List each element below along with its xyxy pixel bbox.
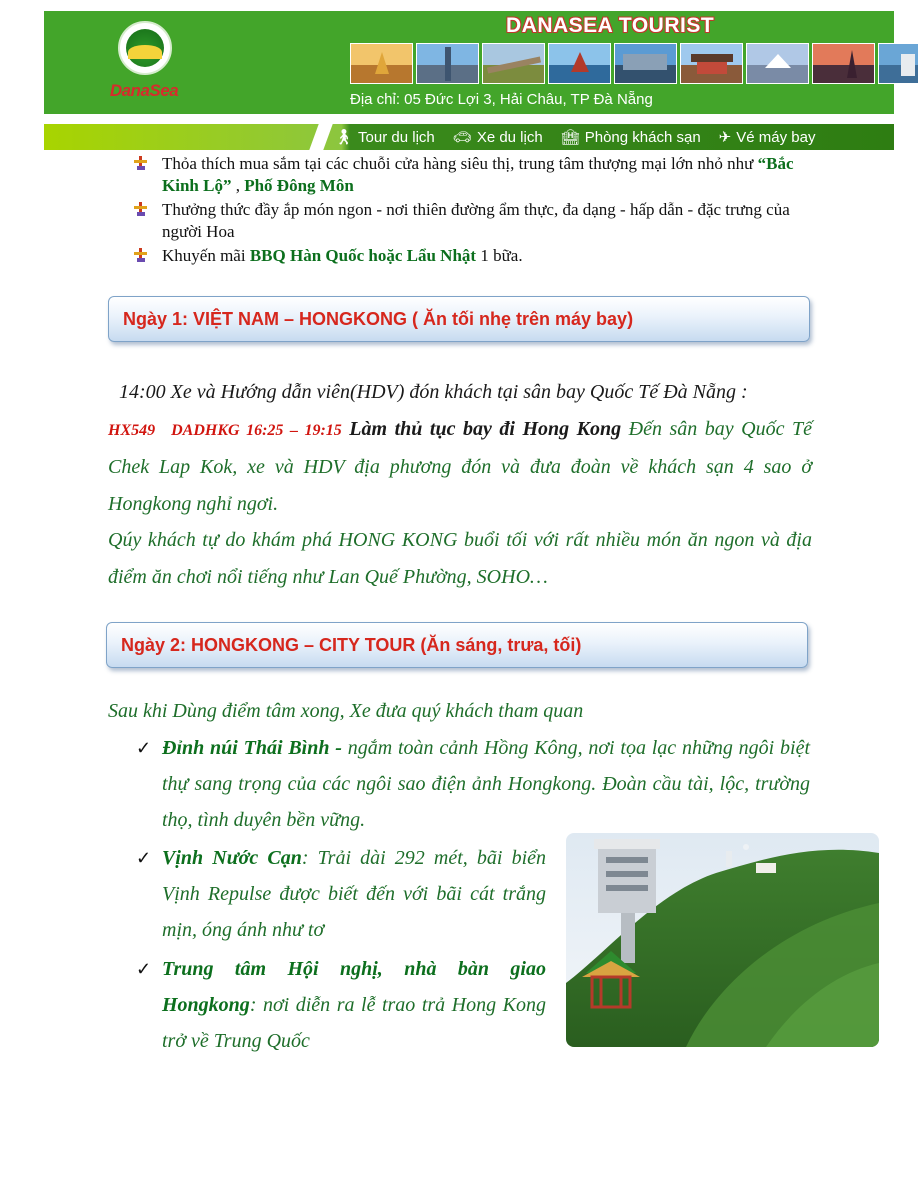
highlight-item: Thưởng thức đầy ắp món ngon - nơi thiên đường ẩm thực, đa dạng - hấp dẫn - đặc trưng của người Hoa (134, 199, 824, 243)
logo-text: DanaSea (109, 81, 179, 100)
nav-car-label: Xe du lịch (476, 128, 543, 146)
car-icon: 🚗︎ (452, 129, 472, 146)
nav-flight-label: Vé máy bay (736, 128, 816, 146)
nav-hotel-label: Phòng khách sạn (584, 128, 701, 146)
tour-highlights (134, 153, 824, 269)
day1-evening: Qúy khách tự do khám phá HONG KONG buổi tối với rất nhiều món ăn ngon và địa điểm ăn chơi nổi tiếng như Lan Quế Phường, SOHO… (108, 529, 812, 588)
nav-hotel[interactable] (561, 128, 701, 146)
destination-photo (482, 43, 545, 84)
destination-photo (614, 43, 677, 84)
company-address: Địa chỉ: 05 Đức Lợi 3, Hải Châu, TP Đà Nẵng (350, 91, 653, 108)
destination-photo (878, 43, 918, 84)
destination-photo (416, 43, 479, 84)
highlight-item: Thỏa thích mua sắm tại các chuỗi cửa hàng siêu thị, trung tâm thượng mại lớn nhỏ như “Bắc Kinh Lộ” , Phố Đông Môn (134, 153, 824, 197)
nav-tour[interactable] (334, 128, 435, 146)
arrow-bullet-icon (134, 247, 148, 263)
airplane-icon: ✈︎ (718, 129, 732, 146)
hotel-building-icon: 🏨︎ (560, 129, 580, 146)
danasea-logo[interactable] (104, 21, 184, 107)
destination-photo (548, 43, 611, 84)
walking-person-icon: 🚶︎ (334, 129, 354, 146)
stop-item: ✓ Trung tâm Hội nghị, nhà bàn giao Hongkong: nơi diễn ra lễ trao trả Hong Kong trở về Trung Quốc (136, 951, 546, 1059)
nav-tour-label: Tour du lịch (358, 128, 435, 146)
logo-emblem (118, 21, 172, 75)
services-navbar (44, 124, 894, 150)
arrow-bullet-icon (134, 201, 148, 217)
checkmark-icon: ✓ (136, 959, 152, 979)
victoria-peak-photo (566, 833, 879, 1047)
destination-photo (350, 43, 413, 84)
checkmark-icon: ✓ (136, 848, 152, 868)
day1-itinerary (108, 374, 812, 523)
day2-stops-left (136, 840, 546, 1059)
brand-title: DANASEA TOURIST (506, 14, 715, 37)
day1-header (108, 296, 810, 342)
day2-intro: Sau khi Dùng điểm tâm xong, Xe đưa quý khách tham quan (108, 700, 584, 722)
day2-stops (136, 730, 810, 838)
destination-photo (812, 43, 875, 84)
flight-route: DADHKG 16:25 – 19:15 (171, 422, 342, 439)
stop-item: ✓ Vịnh Nước Cạn: Trải dài 292 mét, bãi biển Vịnh Repulse được biết đến với bãi cát trắng mịn, óng ánh như tơ (136, 840, 546, 948)
day2-header (106, 622, 808, 668)
checkmark-icon: ✓ (136, 738, 152, 758)
nav-car[interactable] (453, 128, 543, 146)
checkin-note: Làm thủ tục bay đi Hong Kong (349, 418, 622, 440)
flight-code: HX549 (108, 422, 156, 439)
destination-photo (680, 43, 743, 84)
nav-flight[interactable] (719, 128, 816, 146)
destination-photo-strip (350, 43, 918, 84)
arrow-bullet-icon (134, 155, 148, 171)
arrival-note: Đến sân bay Quốc Tế Chek Lap Kok, xe và HDV địa phương đón và đưa đoàn về khách sạn 4 sao ở Hongkong nghỉ ngơi. (108, 418, 812, 515)
peak-illustration (566, 833, 879, 1047)
destination-photo (746, 43, 809, 84)
highlight-item: Khuyến mãi BBQ Hàn Quốc hoặc Lẩu Nhật 1 bữa. (134, 245, 824, 267)
stop-item: ✓ Đỉnh núi Thái Bình - ngắm toàn cảnh Hồng Kông, nơi tọa lạc những ngôi biệt thự sang trọng của các ngôi sao điện ảnh Hongkong. Đoàn cầu tài, lộc, trường thọ, tình duyên bền vững. (136, 730, 810, 838)
day1-pickup: 14:00 Xe và Hướng dẫn viên(HDV) đón khách tại sân bay Quốc Tế Đà Nẵng : (119, 381, 748, 403)
day1-title: Ngày 1: VIỆT NAM – HONGKONG ( Ăn tối nhẹ trên máy bay) (123, 309, 634, 329)
header-banner (44, 11, 894, 114)
day2-title: Ngày 2: HONGKONG – CITY TOUR (Ăn sáng, trưa, tối) (121, 635, 582, 655)
